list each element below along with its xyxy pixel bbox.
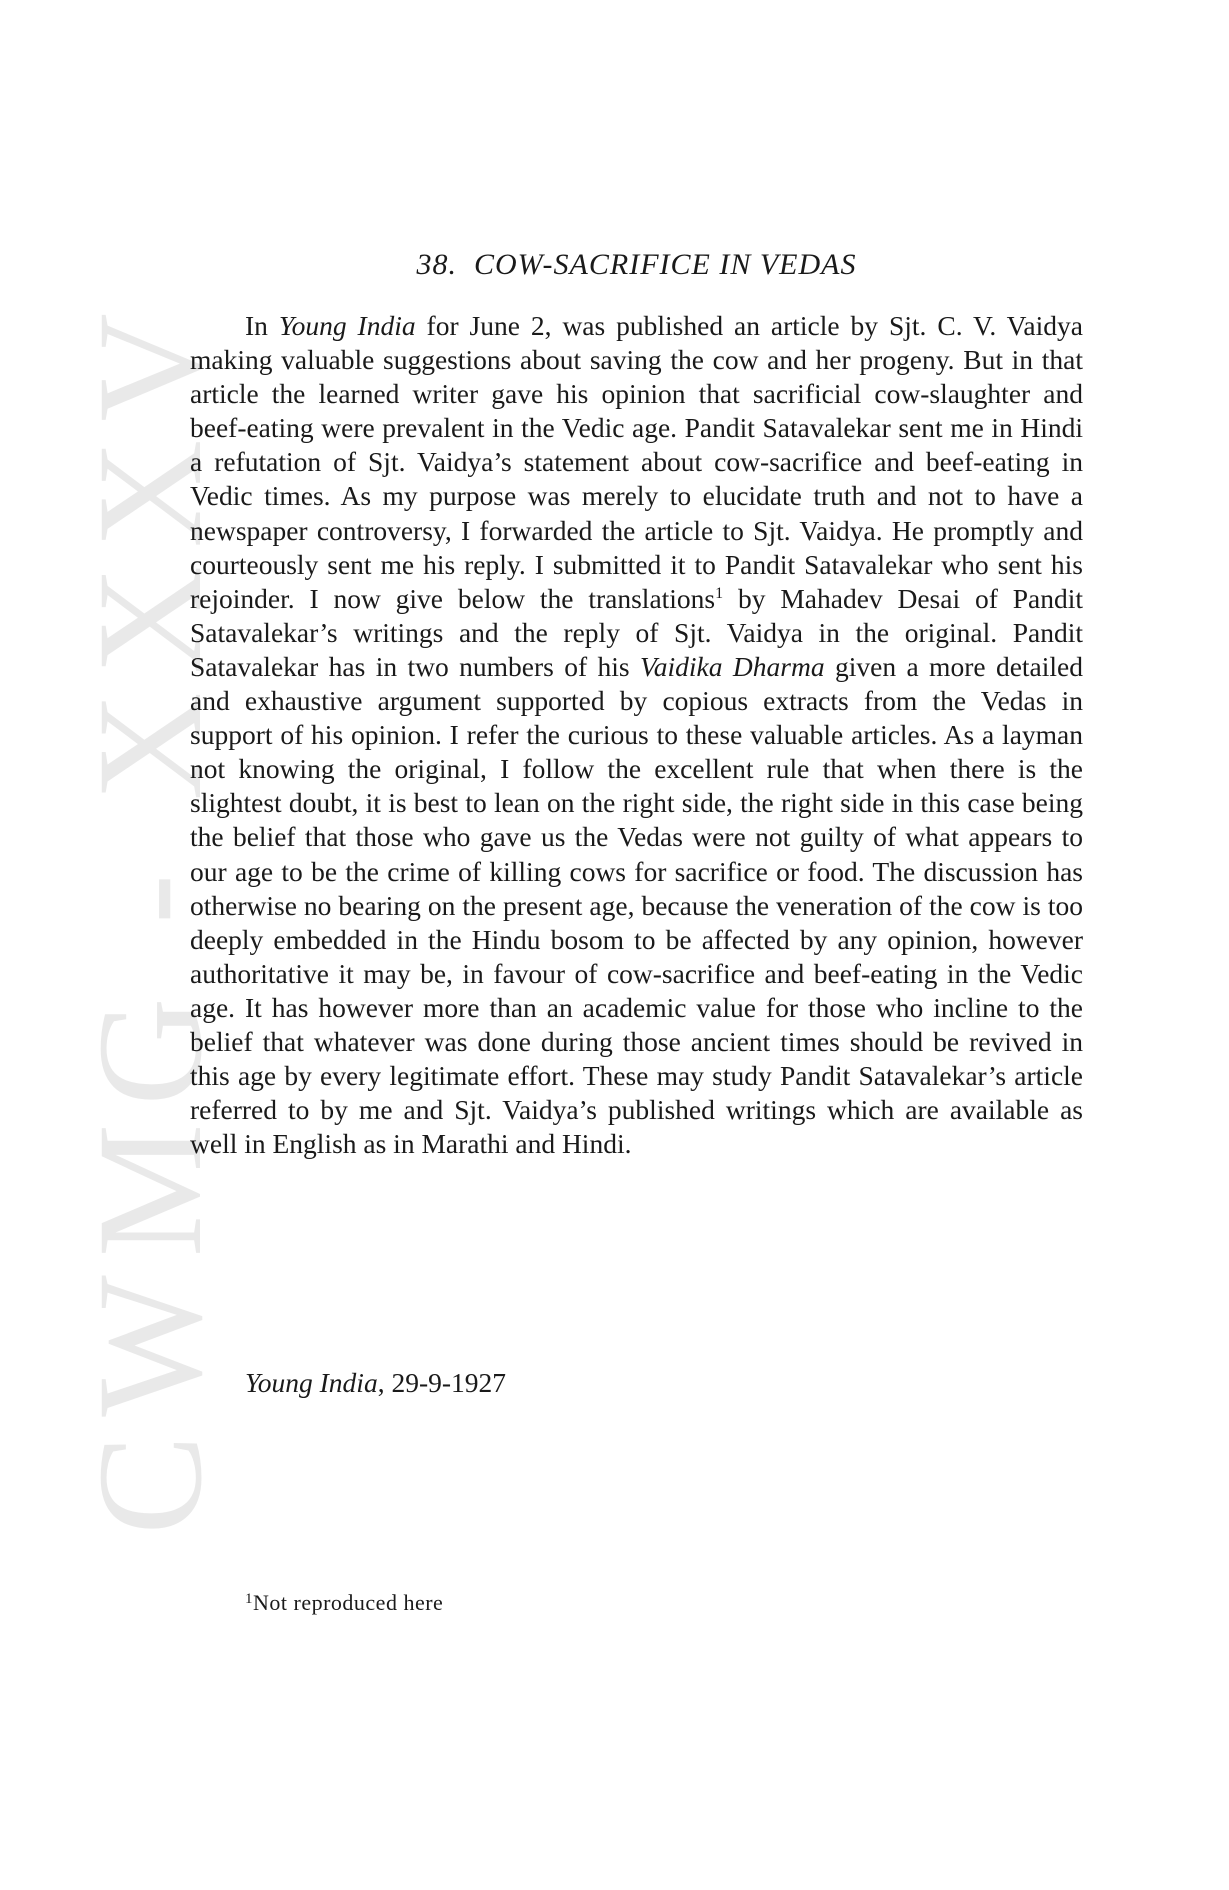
- article-body: [190, 309, 1083, 1161]
- paragraph-text-2: by Mahadev Desai of Pandit Satavalekar’s writings and the reply of Sjt. Vaidya in the original. Pandit Satavalekar has in two numbers of his: [190, 582, 1083, 682]
- article-heading: [190, 248, 1083, 282]
- watermark-text: CWMG - XXXV: [67, 295, 233, 1535]
- source-date: , 29-9-1927: [377, 1367, 507, 1398]
- footnote-text: Not reproduced here: [253, 1590, 444, 1615]
- source-publication: Young India: [245, 1367, 378, 1398]
- footnote-marker: 1: [245, 1591, 253, 1607]
- source-citation: [245, 1367, 506, 1399]
- article-paragraph: [190, 309, 1083, 1161]
- article-number: 38.: [416, 248, 457, 281]
- paragraph-intro: In: [245, 310, 279, 341]
- article-title: COW-SACRIFICE IN VEDAS: [474, 248, 857, 281]
- paragraph-text-1: for June 2, was published an article by Sjt. C. V. Vaidya making valuable suggestions about saving the cow and her progeny. But in that article the learned writer gave his opinion that sacrificial cow-slaughter and beef-eating were prevalent in the Vedic age. Pandit Satavalekar sent me in Hindi a refutation of Sjt. Vaidya’s statement about cow-sacrifice and beef-eating in Vedic times. As my purpose was merely to elucidate truth and not to have a newspaper controversy, I forwarded the article to Sjt. Vaidya. He promptly and courteously sent me his reply. I submitted it to Pandit Satavalekar who sent his rejoinder. I now give below the translations: [190, 310, 1083, 614]
- watermark: [67, 295, 233, 1535]
- publication-name: Young India: [278, 310, 416, 341]
- paragraph-text-3: given a more detailed and exhaustive argument supported by copious extracts from the Vedas in support of his opinion. I refer the curious to these valuable articles. As a layman not knowing the original, I follow the excellent rule that when there is the slightest doubt, it is best to lean on the right side, the right side in this case being the belief that those who gave us the Vedas were not guilty of what appears to our age to be the crime of killing cows for sacrifice or food. The discussion has otherwise no bearing on the present age, because the veneration of the cow is too deeply embedded in the Hindu bosom to be affected by any opinion, however authoritative it may be, in favour of cow-sacrifice and beef-eating in the Vedic age. It has however more than an academic value for those who incline to the belief that whatever was done during those ancient times should be revived in this age by every legitimate effort. These may study Pandit Satavalekar’s article referred to by me and Sjt. Vaidya’s published writings which are available as well in English as in Marathi and Hindi.: [190, 650, 1083, 1160]
- footnote-reference: 1: [715, 584, 724, 602]
- journal-name: Vaidika Dharma: [640, 650, 825, 682]
- footnote: [245, 1590, 443, 1616]
